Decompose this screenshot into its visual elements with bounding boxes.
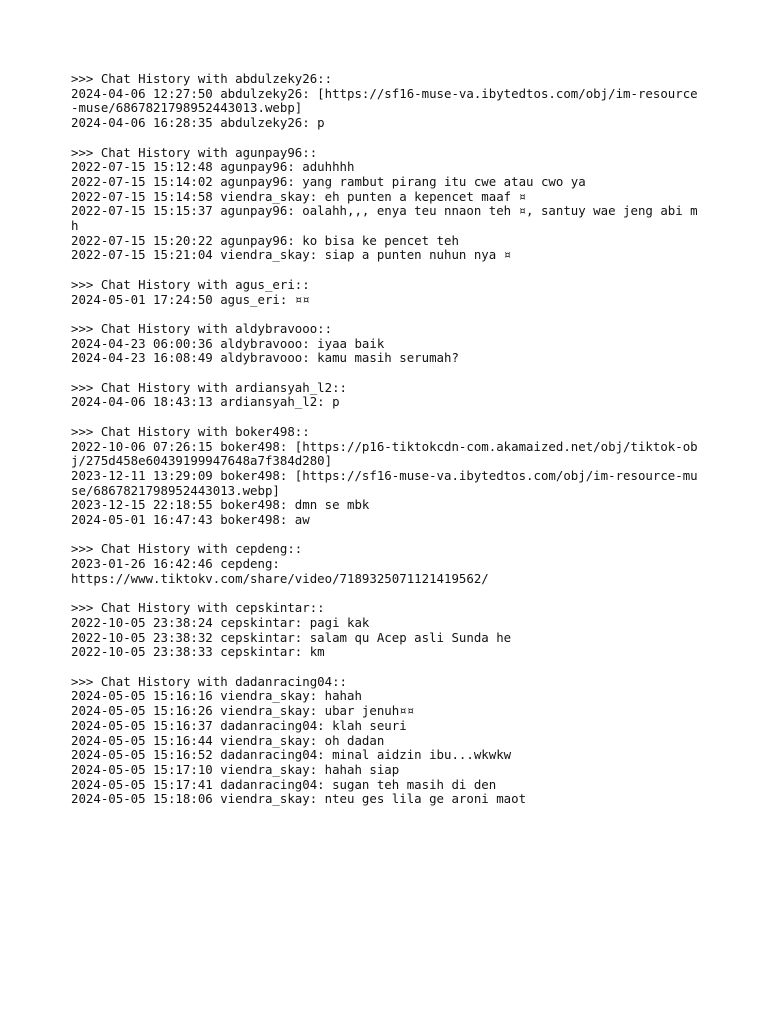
chat-line: 2024-05-05 15:17:41 dadanracing04: sugan teh masih di den [71, 776, 497, 792]
chat-line: 2024-04-06 16:28:35 abdulzeky26: p [71, 115, 325, 131]
chat-line: 2024-05-05 15:17:10 viendra_skay: hahah siap [71, 761, 400, 777]
section-header: >>> Chat History with cepskintar:: [71, 600, 325, 616]
section-dadanracing04 [71, 675, 701, 807]
chat-history-document [71, 72, 701, 822]
chat-line: 2023-01-26 16:42:46 cepdeng: https://www.tiktokv.com/share/video/7189325071121419562/ [71, 556, 489, 586]
section-abdulzeky26 [71, 72, 701, 131]
chat-line: 2024-04-23 16:08:49 aldybravooo: kamu masih serumah? [71, 350, 459, 366]
section-cepdeng [71, 542, 701, 586]
chat-line: 2022-10-05 23:38:33 cepskintar: km [71, 644, 325, 660]
section-header: >>> Chat History with aldybravooo:: [71, 320, 333, 336]
chat-line: 2024-04-23 06:00:36 aldybravooo: iyaa baik [71, 335, 385, 351]
chat-line: 2024-05-01 17:24:50 agus_eri: ¤¤ [71, 291, 310, 307]
chat-line: 2022-07-15 15:21:04 viendra_skay: siap a punten nuhun nya ¤ [71, 247, 512, 263]
chat-line: 2024-04-06 18:43:13 ardiansyah_l2: p [71, 394, 340, 410]
section-header: >>> Chat History with agus_eri:: [71, 276, 310, 292]
chat-line: 2024-05-01 16:47:43 boker498: aw [71, 512, 310, 528]
section-header: >>> Chat History with cepdeng:: [71, 541, 303, 557]
chat-line: 2022-07-15 15:14:02 agunpay96: yang rambut pirang itu cwe atau cwo ya [71, 173, 586, 189]
section-ardiansyah-l2 [71, 381, 701, 410]
chat-line: 2024-05-05 15:16:26 viendra_skay: ubar jenuh¤¤ [71, 703, 415, 719]
section-header: >>> Chat History with agunpay96:: [71, 144, 318, 160]
chat-line: 2022-07-15 15:12:48 agunpay96: aduhhhh [71, 159, 355, 175]
section-agunpay96 [71, 146, 701, 264]
chat-line: 2022-07-15 15:15:37 agunpay96: oalahh,,, enya teu nnaon teh ¤, santuy wae jeng abi mh [71, 203, 698, 234]
section-aldybravooo [71, 322, 701, 366]
section-header: >>> Chat History with ardiansyah_l2:: [71, 379, 348, 395]
section-boker498 [71, 425, 701, 528]
section-cepskintar [71, 601, 701, 660]
chat-line: 2024-05-05 15:18:06 viendra_skay: nteu ges lila ge aroni maot [71, 791, 527, 807]
chat-line: 2024-04-06 12:27:50 abdulzeky26: [https://sf16-muse-va.ibytedtos.com/obj/im-resource-muse/6867821798952443013.webp] [71, 85, 698, 116]
section-header: >>> Chat History with abdulzeky26:: [71, 71, 333, 86]
chat-line: 2022-10-06 07:26:15 boker498: [https://p16-tiktokcdn-com.akamaized.net/obj/tiktok-obj/275d458e60439199947648a7f384d280] [71, 438, 698, 469]
chat-line: 2024-05-05 15:16:44 viendra_skay: oh dadan [71, 732, 385, 748]
section-header: >>> Chat History with boker498:: [71, 423, 310, 439]
section-agus-eri [71, 278, 701, 307]
chat-line: 2022-07-15 15:14:58 viendra_skay: eh punten a kepencet maaf ¤ [71, 188, 527, 204]
chat-line: 2024-05-05 15:16:37 dadanracing04: klah seuri [71, 717, 407, 733]
chat-line: 2022-10-05 23:38:32 cepskintar: salam qu Acep asli Sunda he [71, 629, 512, 645]
chat-line: 2022-07-15 15:20:22 agunpay96: ko bisa ke pencet teh [71, 232, 459, 248]
chat-line: 2024-05-05 15:16:52 dadanracing04: minal aidzin ibu...wkwkw [71, 747, 512, 763]
chat-line: 2023-12-15 22:18:55 boker498: dmn se mbk [71, 497, 370, 513]
chat-line: 2022-10-05 23:38:24 cepskintar: pagi kak [71, 614, 370, 630]
section-header: >>> Chat History with dadanracing04:: [71, 673, 348, 689]
chat-line: 2023-12-11 13:29:09 boker498: [https://sf16-muse-va.ibytedtos.com/obj/im-resource-muse/6867821798952443013.webp] [71, 467, 698, 498]
chat-line: 2024-05-05 15:16:16 viendra_skay: hahah [71, 688, 362, 704]
